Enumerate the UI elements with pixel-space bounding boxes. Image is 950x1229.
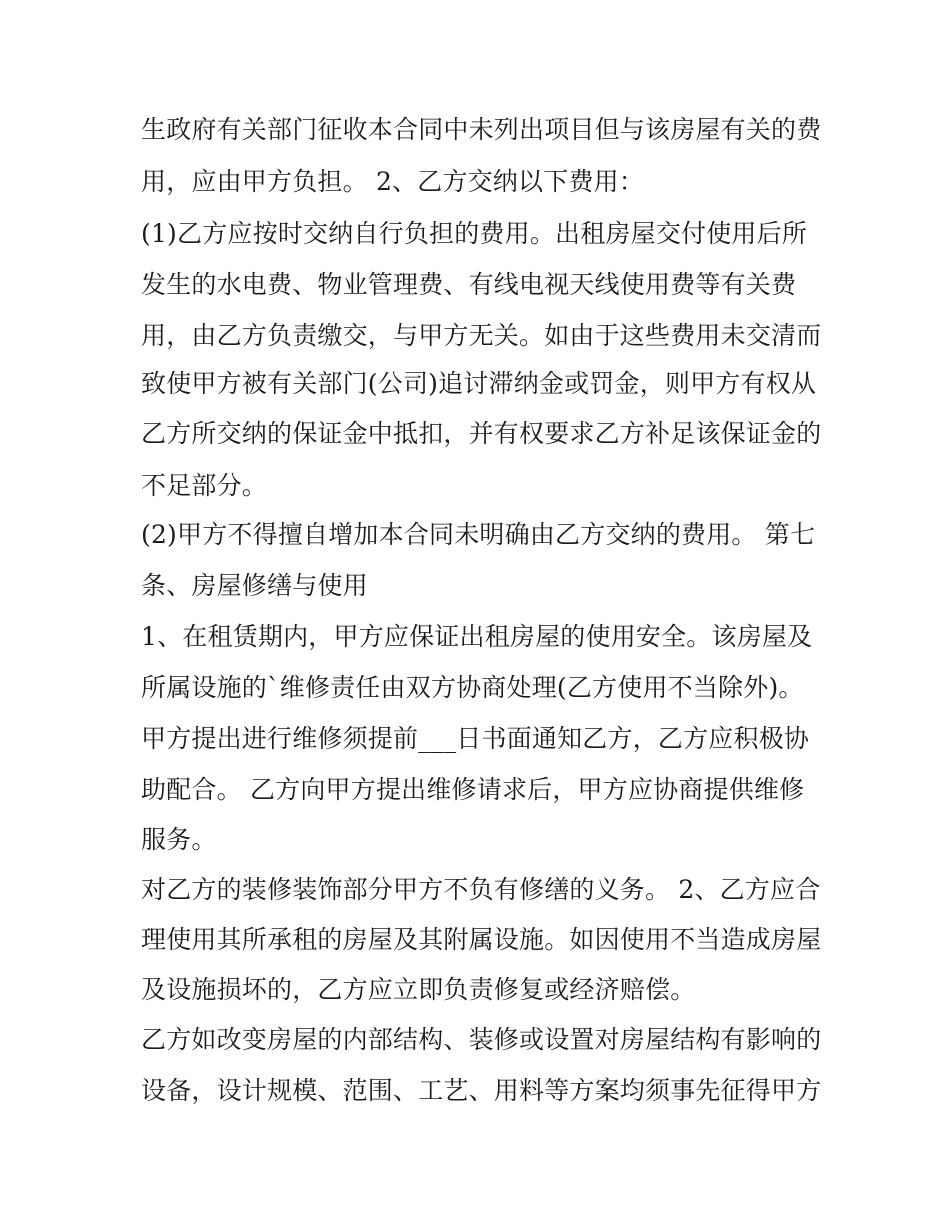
text-line: 理使用其所承租的房屋及其附属设施。如因使用不当造成房屋 — [141, 925, 822, 954]
text-line: 1、在租赁期内，甲方应保证出租房屋的使用安全。该房屋及 — [141, 622, 813, 651]
text-line: 用，应由甲方负担。 2、乙方交纳以下费用： — [141, 167, 645, 196]
text-line: 致使甲方被有关部门(公司)追讨滞纳金或罚金，则甲方有权从 — [141, 369, 817, 398]
text-line: 乙方如改变房屋的内部结构、装修或设置对房屋结构有影响的 — [141, 1025, 822, 1054]
text-line: 设备，设计规模、范围、工艺、用料等方案均须事先征得甲方 — [141, 1076, 822, 1105]
text-line: 对乙方的装修装饰部分甲方不负有修缮的义务。 2、乙方应合 — [141, 875, 821, 904]
text-line: 助配合。 乙方向甲方提出维修请求后，甲方应协商提供维修 — [141, 775, 805, 804]
text-line: 不足部分。 — [141, 471, 268, 500]
text-line: 所属设施的`维修责任由双方协商处理(乙方使用不当除外)。 — [141, 673, 804, 702]
text-line: 发生的水电费、物业管理费、有线电视天线使用费等有关费 — [141, 270, 797, 299]
text-line: (1)乙方应按时交纳自行负担的费用。出租房屋交付使用后所 — [141, 219, 808, 248]
text-line: 甲方提出进行维修须提前___日书面通知乙方，乙方应积极协 — [141, 724, 810, 753]
text-line: 服务。 — [141, 825, 217, 854]
text-line: 乙方所交纳的保证金中抵扣，并有权要求乙方补足该保证金的 — [141, 419, 822, 448]
text-line: 用，由乙方负责缴交，与甲方无关。如由于这些费用未交清而 — [141, 321, 822, 350]
text-line: 及设施损坏的，乙方应立即负责修复或经济赔偿。 — [141, 975, 696, 1004]
text-line: 条、房屋修缮与使用 — [141, 571, 368, 600]
text-line: 生政府有关部门征收本合同中未列出项目但与该房屋有关的费 — [141, 115, 822, 144]
text-line: (2)甲方不得擅自增加本合同未明确由乙方交纳的费用。 第七 — [141, 520, 816, 549]
